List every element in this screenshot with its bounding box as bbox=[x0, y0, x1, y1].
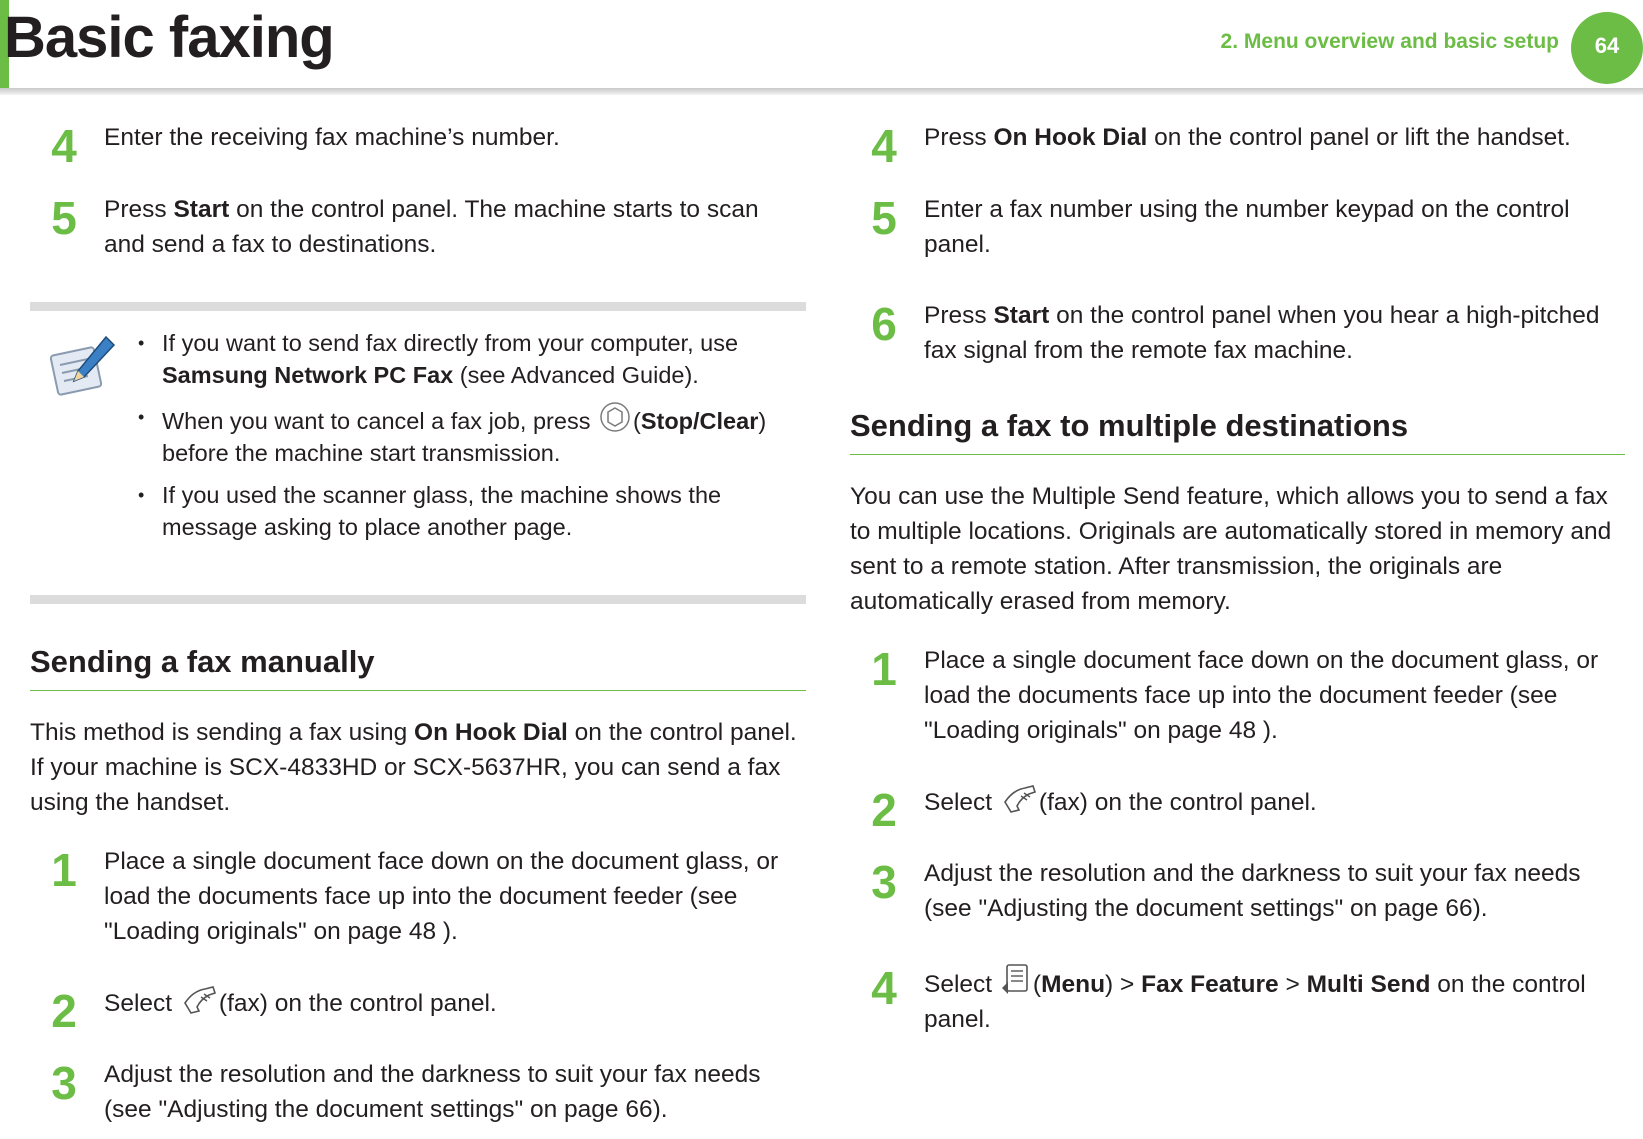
step-number: 1 bbox=[871, 643, 897, 695]
fax-icon bbox=[179, 985, 219, 1015]
step-item: 2 Select (fax) on the control panel. bbox=[30, 985, 806, 1021]
step-number: 2 bbox=[51, 985, 77, 1037]
step-item bbox=[30, 120, 806, 172]
note-pencil-icon bbox=[48, 333, 118, 399]
step-item bbox=[30, 1057, 806, 1127]
step-item: 2 Select (fax) on the control panel. bbox=[850, 784, 1625, 820]
step-text: Enter a fax number using the number keypad on the control panel. bbox=[924, 196, 1570, 258]
section-heading: Sending a fax manually bbox=[30, 644, 806, 691]
step-item bbox=[850, 856, 1625, 926]
step-number: 4 bbox=[51, 120, 77, 172]
section-breadcrumb: 2. Menu overview and basic setup bbox=[1220, 30, 1559, 53]
step-number: 1 bbox=[51, 844, 77, 896]
note-item: • When you want to cancel a fax job, press (Stop/Clear) before the machine start transmission. bbox=[162, 401, 802, 469]
left-column bbox=[30, 120, 806, 1127]
right-column bbox=[850, 120, 1625, 1037]
step-number: 2 bbox=[871, 784, 897, 836]
menu-icon bbox=[999, 962, 1033, 996]
note-list bbox=[162, 327, 802, 553]
stop-clear-icon bbox=[597, 401, 633, 433]
step-item: 6 Press Start on the control panel when you hear a high-pitched fax signal from the remote fax machine. bbox=[850, 298, 1625, 368]
note-box bbox=[30, 302, 806, 604]
step-number: 5 bbox=[51, 192, 77, 244]
step-number: 3 bbox=[871, 856, 897, 908]
step-text: Place a single document face down on the document glass, or load the documents face up into the document feeder (see "Loading originals" on page 48 ). bbox=[104, 848, 779, 945]
note-item: • If you used the scanner glass, the machine shows the message asking to place another page. bbox=[162, 479, 802, 543]
section-intro: This method is sending a fax using On Hook Dial on the control panel. If your machine is SCX-4833HD or SCX-5637HR, you can send a fax using the handset. bbox=[30, 719, 797, 816]
step-text: Adjust the resolution and the darkness to suit your fax needs (see "Adjusting the document settings" on page 66). bbox=[104, 1061, 761, 1123]
step-item bbox=[850, 643, 1625, 748]
page-number-badge: 64 bbox=[1571, 12, 1643, 84]
note-item: • If you want to send fax directly from your computer, use Samsung Network PC Fax (see Advanced Guide). bbox=[162, 327, 802, 391]
page-title: Basic faxing bbox=[4, 5, 334, 70]
step-item: 4 Press On Hook Dial on the control panel or lift the handset. bbox=[850, 120, 1625, 155]
step-number: 4 bbox=[871, 120, 897, 172]
step-number: 4 bbox=[871, 962, 897, 1014]
step-item: 5 Press Start on the control panel. The machine starts to scan and send a fax to destinations. bbox=[30, 192, 806, 262]
step-number: 3 bbox=[51, 1057, 77, 1109]
step-item bbox=[850, 192, 1625, 262]
step-item: 4 Select (Menu) > Fax Feature > Multi Send on the control panel. bbox=[850, 962, 1625, 1037]
step-number: 5 bbox=[871, 192, 897, 244]
step-text: Place a single document face down on the document glass, or load the documents face up into the document feeder (see "Loading originals" on page 48 ). bbox=[924, 647, 1599, 744]
step-number: 6 bbox=[871, 298, 897, 350]
section-heading: Sending a fax to multiple destinations bbox=[850, 408, 1625, 455]
header-divider bbox=[0, 88, 1643, 95]
step-text: Adjust the resolution and the darkness to suit your fax needs (see "Adjusting the document settings" on page 66). bbox=[924, 860, 1581, 922]
section-intro: You can use the Multiple Send feature, which allows you to send a fax to multiple locations. Originals are automatically stored in memory and sent to a remote station. After transmission, the originals are automatically erased from memory. bbox=[850, 483, 1612, 615]
step-text: Enter the receiving fax machine’s number. bbox=[104, 124, 560, 151]
step-item bbox=[30, 844, 806, 949]
fax-icon bbox=[999, 784, 1039, 814]
start-label: Start bbox=[173, 196, 230, 223]
